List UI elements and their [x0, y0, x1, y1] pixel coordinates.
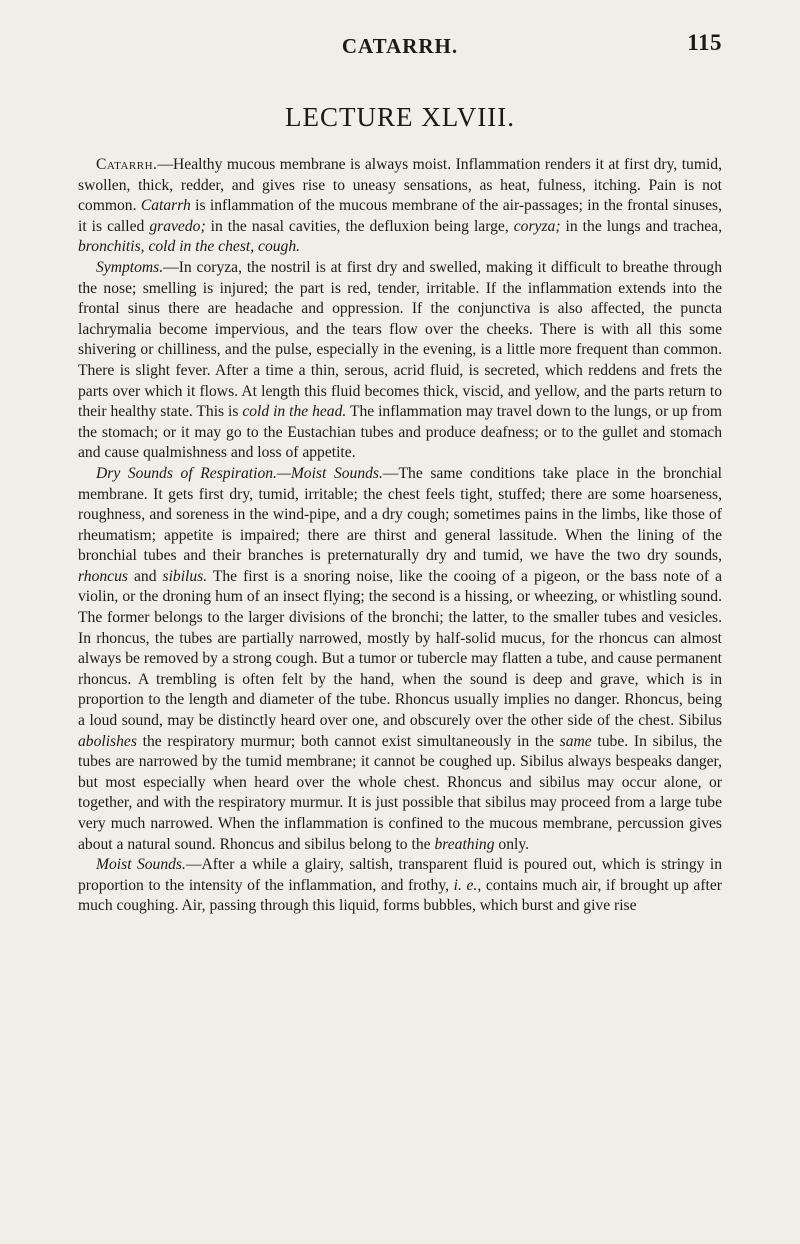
text-run: in the lungs and trachea,	[560, 217, 722, 235]
text-run: The first is a snoring noise, like the cooing of a pigeon, or the bass note of a violin, or the droning hum of an insect flying; the second is a hissing, or wheezing, or whistling sound. The former belongs to the larger divisions of the bronchi; the latter, to the smaller tubes and vesicles. In rhoncus, the tubes are partially narrowed, mostly by half-solid mucus, for the rhoncus can almost always be removed by a strong cough. But a tumor or tubercle may flatten a tube, and cause permanent rhoncus. A trembling is often felt by the hand, when the sound is deep and grave, which is in proportion to the length and diameter of the tube. Rhoncus usually implies no danger. Rhoncus, being a loud sound, may be distinctly heard over one, and obscurely over the other side of the chest. Sibilus	[78, 567, 723, 730]
text-run: —The same conditions take place in the bronchial membrane. It gets first dry, tumid, irritable; the chest feels tight, stuffed; there are some hoarseness, roughness, and soreness in the wind-pipe, and a dry cough; sometimes pains in the limbs, like those of rheumatism; appetite is impaired; there are thirst and general lassitude. When the lining of the bronchial tubes and their branches is preternaturally dry and tumid, we have the two dry sounds,	[78, 464, 722, 565]
running-title: CATARRH.	[341, 34, 459, 58]
italic-text: abolishes	[78, 732, 137, 750]
paragraph	[78, 258, 722, 464]
page-number: 115	[687, 30, 722, 55]
italic-text: Dry Sounds of Respiration.—Moist Sounds.	[96, 464, 383, 482]
italic-text: coryza;	[513, 217, 561, 235]
italic-text: cold in the head.	[242, 403, 347, 421]
small-caps-text: Catarrh.	[96, 156, 158, 173]
italic-text: Moist Sounds.	[96, 856, 186, 874]
italic-text: gravedo;	[149, 217, 206, 235]
text-run: the respiratory murmur; both cannot exist simultaneously in the	[136, 732, 560, 750]
text-run: The inflammation may travel down to the lungs, or up from the stomach; or it may go to the Eustachian tubes and produce deafness; or to the gullet and stomach and cause qualmishness and loss of appetite.	[78, 403, 722, 462]
italic-text: sibilus.	[162, 567, 208, 585]
text-run: —After a while a glairy, saltish, transparent fluid is poured out, which is stringy in proportion to the intensity of the inflammation, and frothy,	[78, 856, 723, 894]
text-run: is inflammation of the mucous membrane of the air-passages; in the frontal sinuses, it is called	[78, 197, 722, 235]
italic-text: rhoncus	[78, 567, 128, 585]
text-run: in the nasal cavities, the defluxion being large,	[205, 217, 514, 235]
running-head	[78, 28, 722, 60]
paragraph	[78, 855, 722, 917]
text-run: —In coryza, the nostril is at first dry and swelled, making it difficult to breathe through the nose; smelling is injured; the part is red, tender, irritable. If the inflammation extends into the frontal sinus there are headache and oppression. If the conjunctiva is also affected, the puncta lachrymalia become impervious, and the tears flow over the cheeks. There is with all this some shivering or chilliness, and the pulse, especially in the evening, is a little more frequent than common. There is slight fever. After a time a thin, serous, acrid fluid, is secreted, which reddens and frets the parts over which it flows. At length this fluid becomes thick, viscid, and yellow, and the parts return to their healthy state. This is	[78, 258, 722, 421]
text-run: tube. In sibilus, the tubes are narrowed by the tumid membrane; it cannot be coughed up. Sibilus always bespeaks danger, but most especially when heard over the whole chest. Rhoncus and sibilus may occur alone, or together, and with the respiratory murmur. It is just possible that sibilus may proceed from a large tube very much narrowed. When the inflammation is confined to the mucous membrane, percussion gives about a natural sound. Rhoncus and sibilus belong to the	[78, 732, 722, 853]
paragraph	[78, 464, 722, 855]
paragraph	[78, 155, 722, 258]
lecture-title: LECTURE XLVIII.	[285, 102, 515, 132]
italic-text: i. e.,	[453, 876, 482, 894]
text-run: only.	[494, 835, 530, 853]
italic-text: same	[559, 732, 592, 750]
text-run: —Healthy mucous membrane is always moist. Inflammation renders it at first dry, tumid, swollen, thick, redder, and gives rise to uneasy sensations, as heat, fulness, itching. Pain is not common.	[78, 156, 722, 215]
italic-text: breathing	[434, 835, 495, 853]
italic-text: Symptoms.	[96, 258, 164, 276]
text-run: contains much air, if brought up after much coughing. Air, passing through this liquid, forms bubbles, which burst and give rise	[78, 876, 722, 915]
body-text	[78, 155, 722, 917]
italic-text: bronchitis, cold in the chest, cough.	[78, 238, 301, 256]
italic-text: Catarrh	[140, 197, 191, 215]
text-run: and	[127, 567, 163, 585]
